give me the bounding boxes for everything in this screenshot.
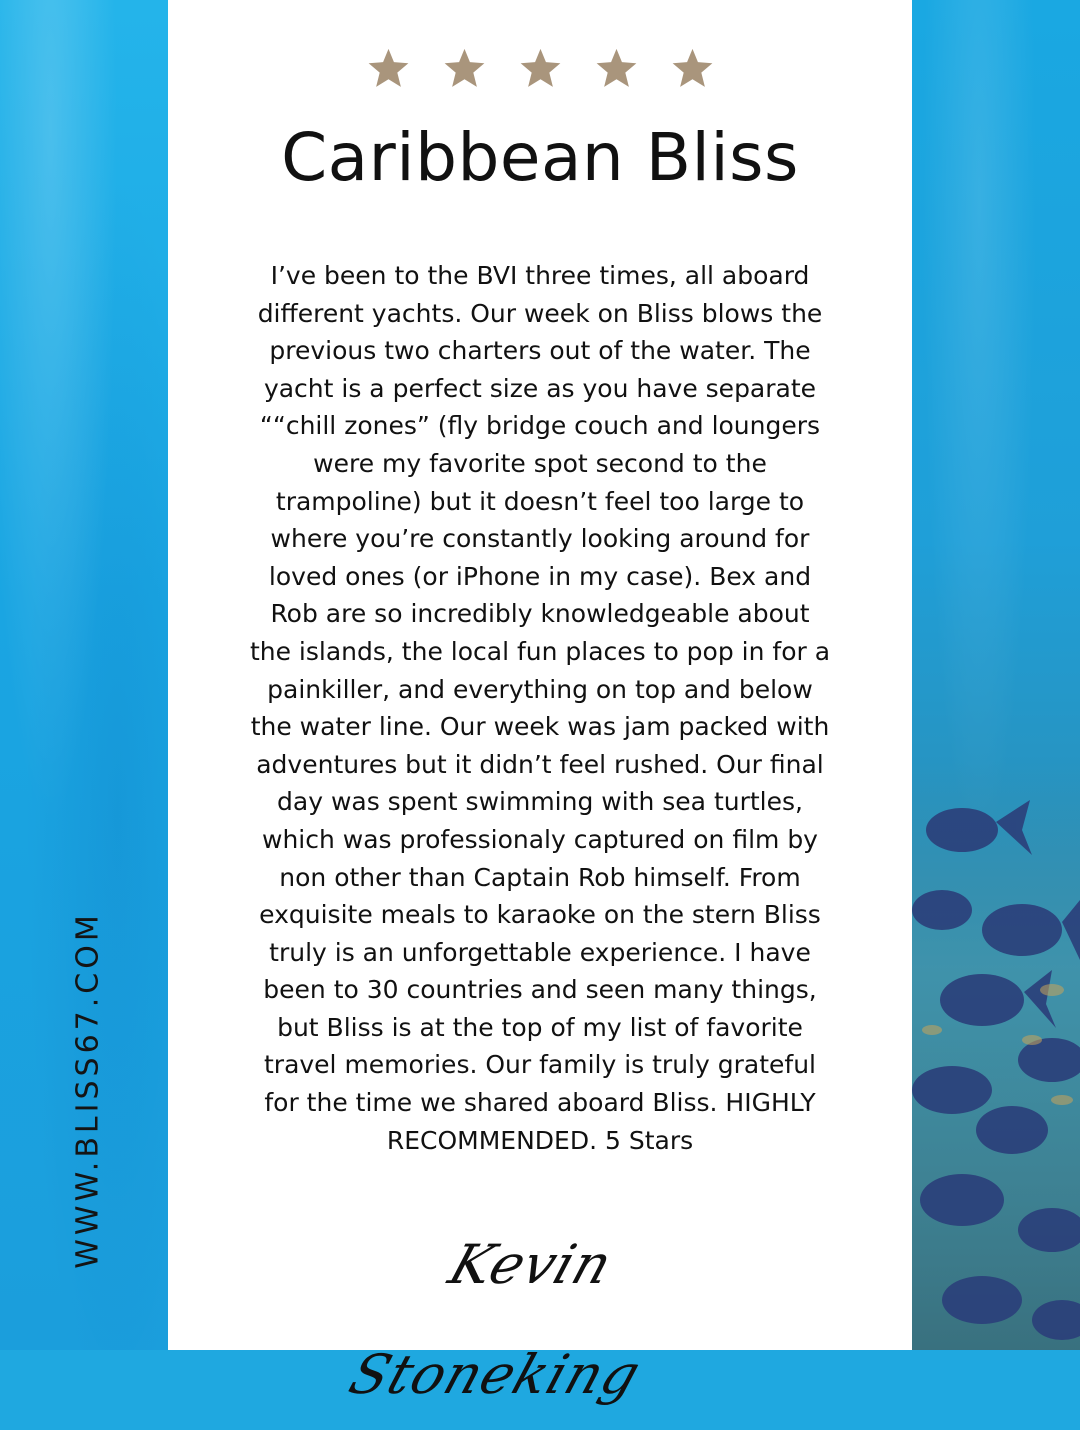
review-line: previous two charters out of the water. The [269, 336, 811, 366]
review-title: Caribbean Bliss [281, 119, 799, 196]
review-line: non other than Captain Rob himself. From [279, 862, 801, 892]
signature-name: Kevin Stoneking [341, 1233, 649, 1406]
review-line: the islands, the local fun places to pop in for a [249, 636, 831, 666]
review-line: trampoline) but it doesn’t feel too large to [275, 486, 805, 516]
review-line: RECOMMENDED. 5 Stars [386, 1125, 694, 1155]
review-line: Rob are so incredibly knowledgeable about [270, 599, 810, 629]
review-line: yacht is a perfect size as you have separate [263, 373, 817, 403]
star-icon [442, 46, 487, 91]
review-line: different yachts. Our week on Bliss blows the [257, 298, 823, 328]
review-line: ““chill zones” (fly bridge couch and loungers [259, 411, 821, 441]
star-rating [168, 46, 912, 91]
review-line: painkiller, and everything on top and below [267, 674, 813, 704]
review-line: which was professionaly captured on film by [262, 824, 818, 854]
review-text [216, 257, 864, 1159]
star-icon [366, 46, 411, 91]
review-line: for the time we shared aboard Bliss. HIGHLY [264, 1088, 816, 1118]
underwater-background-left [0, 0, 168, 1350]
review-line: loved ones (or iPhone in my case). Bex and [268, 561, 812, 591]
review-line: exquisite meals to karaoke on the stern Bliss [259, 900, 821, 930]
star-icon [518, 46, 563, 91]
review-line: the water line. Our week was jam packed with [250, 712, 830, 742]
star-icon [670, 46, 715, 91]
review-line: where you’re constantly looking around for [270, 524, 810, 554]
testimonial-card [168, 0, 912, 1406]
review-line: day was spent swimming with sea turtles, [277, 787, 803, 817]
fish-school-illustration [912, 760, 1080, 1350]
star-icon [594, 46, 639, 91]
signature [313, 1210, 713, 1406]
review-line: been to 30 countries and seen many things, [263, 975, 817, 1005]
review-line: but Bliss is at the top of my list of favorite [277, 1012, 803, 1042]
review-line: adventures but it didn’t feel rushed. Our final [256, 749, 824, 779]
review-line: truly is an unforgettable experience. I have [269, 937, 811, 967]
underwater-background-right [912, 0, 1080, 1350]
website-url: WWW.BLISS67.COM [70, 911, 106, 1269]
review-line: I’ve been to the BVI three times, all aboard [270, 261, 810, 290]
review-line: were my favorite spot second to the [313, 448, 767, 478]
review-line: travel memories. Our family is truly grateful [263, 1050, 816, 1080]
